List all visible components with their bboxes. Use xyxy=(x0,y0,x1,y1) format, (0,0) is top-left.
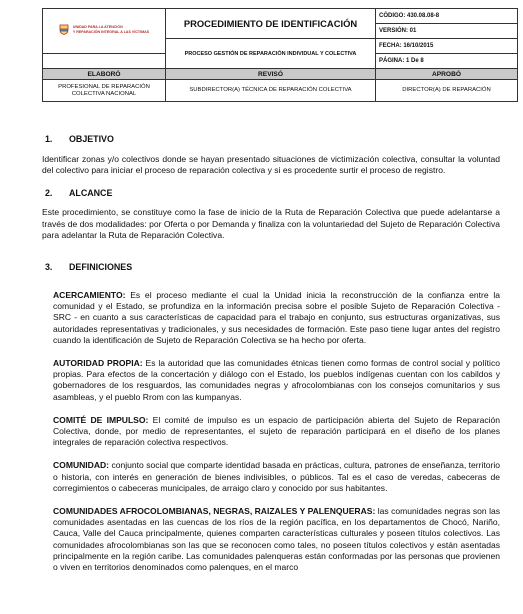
definition-term: COMUNIDADES AFROCOLOMBIANAS, NEGRAS, RAIZALES Y PALENQUERAS: xyxy=(53,506,376,517)
aprobo-header: APROBÓ xyxy=(376,69,518,80)
section-number: 1. xyxy=(45,134,53,144)
definitions-list xyxy=(53,290,500,573)
definition-term: COMITÉ DE IMPULSO: xyxy=(53,414,149,425)
definition-term: ACERCAMIENTO: xyxy=(53,290,126,301)
section-title: OBJETIVO xyxy=(69,134,114,144)
definition-text: Es el proceso mediante el cual la Unidad inicia la reconstrucción de la confianza entre la comunidad y el Estado, se profundiza en la información precisa sobre el posible Sujeto de Reparación Colectiva - SRC - en cuanto a sus características de capacidad para el trabajo en conjunto, sus estructuras organizativas, sus autoridades representativas y tradicionales, y sus necesidades de formación. Este paso tiene lugar antes del registro cuando la identificación de Sujeto de Reparación Colectiva se ha hecho por oferta. xyxy=(53,290,501,345)
codigo-label: CÓDIGO: 430.08.08-8 xyxy=(376,9,518,24)
document-header-table xyxy=(42,8,518,102)
section-heading-alcance xyxy=(45,188,500,198)
definition-item xyxy=(53,358,500,403)
coat-of-arms-icon xyxy=(59,24,69,35)
section-heading-objetivo xyxy=(45,134,500,144)
reviso-role: SUBDIRECTOR(A) TÉCNICA DE REPARACIÓN COLECTIVA xyxy=(166,80,376,102)
fecha-label: FECHA: 16/10/2015 xyxy=(376,39,518,54)
document-title: PROCEDIMIENTO DE IDENTIFICACIÓN xyxy=(166,9,376,39)
logo-text: UNIDAD PARA LA ATENCIÓN Y REPARACIÓN INTEGRAL A LAS VÍCTIMAS xyxy=(72,25,150,34)
definition-text: El comité de impulso es un espacio de participación abierta del Sujeto de Reparación Colectiva, donde, por medio de representantes, el sujeto de reparación participará en el diseño de los planes integrales de reparación colectiva respectivos. xyxy=(53,414,501,448)
objetivo-text: Identificar zonas y/o colectivos donde se hayan presentado situaciones de victimización colectiva, consultar la voluntad del colectivo para iniciar el proceso de reparación colectiva y si es procedente surtir el proceso de registro. xyxy=(42,154,500,176)
definition-text: Es la autoridad que las comunidades étnicas tienen como formas de control social y político propias. Para efectos de la concertación y diálogo con el Estado, los pueblos indígenas cuentan con los cabildos y gobernadores de los resguardos, las comunidades negras y afrocolombianas con los consejos comunitarios y sus asambleas, y el pueblo Rrom con las kumpanyas. xyxy=(53,358,500,402)
section-heading-definiciones xyxy=(45,262,500,272)
definition-term: AUTORIDAD PROPIA: xyxy=(53,358,143,369)
reviso-header: REVISÓ xyxy=(166,69,376,80)
definition-item xyxy=(53,460,500,494)
section-number: 2. xyxy=(45,188,53,199)
pagina-label: PÁGINA: 1 De 8 xyxy=(376,54,518,69)
aprobo-role: DIRECTOR(A) DE REPARACIÓN xyxy=(376,80,518,102)
elaboro-role: PROFESIONAL DE REPARACIÓN COLECTIVA NACIONAL xyxy=(43,80,166,102)
section-number: 3. xyxy=(45,262,53,273)
process-name: PROCESO GESTIÓN DE REPARACIÓN INDIVIDUAL Y COLECTIVA xyxy=(166,39,376,69)
logo-cell xyxy=(43,9,166,54)
definition-item xyxy=(53,290,500,346)
elaboro-header: ELABORÓ xyxy=(43,69,166,80)
definition-item xyxy=(53,506,500,573)
unidad-victimas-logo xyxy=(59,24,149,35)
definition-term: COMUNIDAD: xyxy=(53,460,110,471)
section-title: ALCANCE xyxy=(69,188,113,199)
definition-text: conjunto social que comparte identidad basada en prácticas, cultura, patrones de enseñanza, territorio o historia, con interés en generación de bienes indivisibles, o públicos. Tal es el caso de veredas, cabeceras de corregimientos o cabeceras municipales, de arraigo claro y conocido por sus habitantes. xyxy=(53,460,501,493)
definition-item xyxy=(53,415,500,449)
document-body xyxy=(42,134,501,573)
alcance-text: Este procedimiento, se constituye como la fase de inicio de la Ruta de Reparación Colectiva que puede adelantarse a través de dos modalidades: por Oferta o por Demanda y finaliza con la voluntariedad del Sujeto de Reparación Colectiva para adelantar la Ruta de Reparación Colectiva. xyxy=(42,207,500,240)
version-label: VERSIÓN: 01 xyxy=(376,24,518,39)
definition-text: las comunidades negras son las comunidades asentadas en las cuencas de los ríos de la región pacífica, en los departamentos de Chocó, Nariño, Cauca, Valle del Cauca principalmente, quienes comparten características culturales y poseen títulos colectivos. Las comunidades afrocolombianas son las que se reconocen como tales, no poseen títulos colectivos y están asentadas principalmente en la región caribe. Las comunidades palenqueras están conformadas por las personas que provienen o viven en territorios denominados como palenques, en el marco xyxy=(53,506,500,573)
section-title: DEFINICIONES xyxy=(69,262,133,273)
